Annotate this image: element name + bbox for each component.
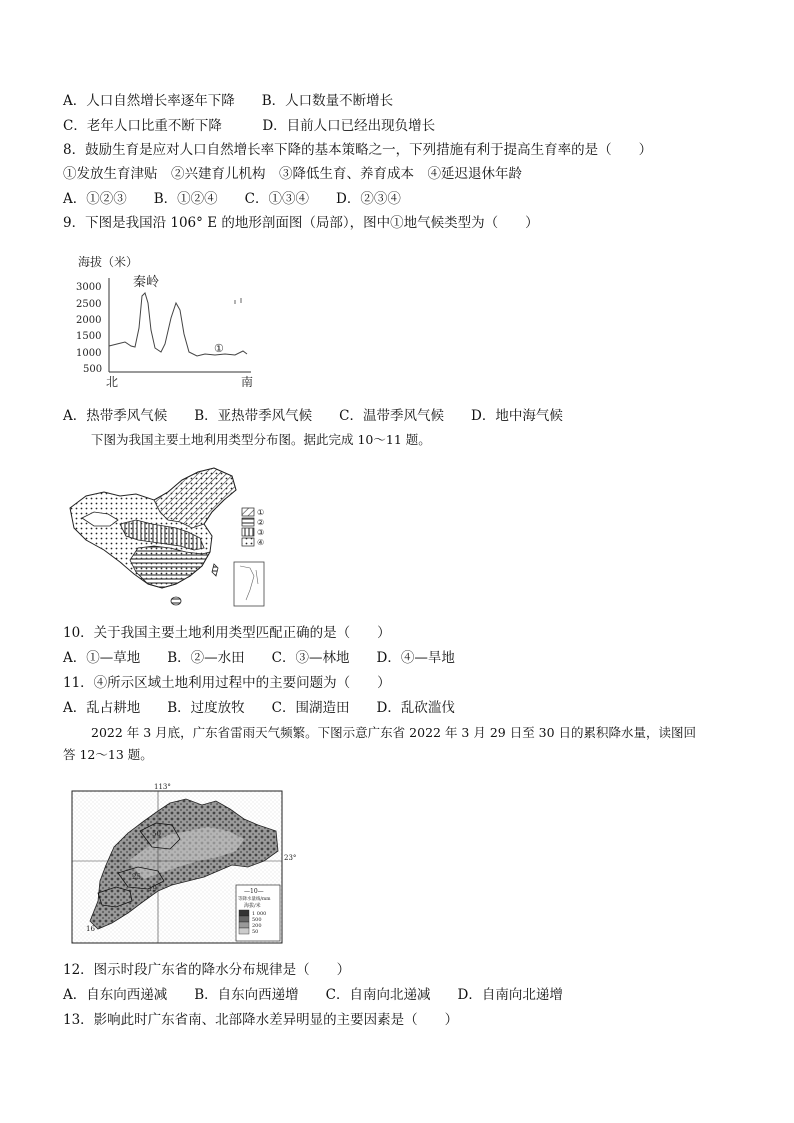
- china-land-use-map: [64, 466, 274, 612]
- legend-swatch-1: [242, 508, 254, 516]
- terrain-profile-figure: [75, 248, 255, 390]
- legend-label-4: ④: [257, 538, 265, 547]
- isohyet-50: 50: [152, 830, 161, 838]
- q8-options: A．①②③ B．①②④ C．①③④ D．②③④: [63, 191, 401, 207]
- south-label: 南: [241, 375, 254, 389]
- qinling-label: 秦岭: [133, 275, 160, 290]
- legend-label-2: ②: [257, 518, 265, 527]
- ytick-500: 500: [83, 364, 103, 375]
- q11-options: A．乱占耕地 B．过度放牧 C．围湖造田 D．乱砍滥伐: [63, 700, 455, 716]
- taiwan-island: [212, 564, 218, 576]
- point-1-label: ①: [214, 342, 224, 355]
- isohyet-16: 16: [86, 925, 95, 933]
- ytick-3000: 3000: [76, 282, 102, 293]
- south-china-sea-inset: [234, 562, 264, 606]
- terrain-profile-line: [109, 293, 247, 356]
- legend-swatch-2: [242, 518, 254, 526]
- ytick-2500: 2500: [76, 299, 102, 310]
- ytick-1000: 1000: [76, 348, 102, 359]
- guangdong-precipitation-map: [68, 781, 308, 947]
- isohyet-19: 19: [148, 885, 157, 893]
- ytick-2000: 2000: [76, 315, 102, 326]
- intro-10-11: 下图为我国主要土地利用类型分布图。据此完成 10～11 题。: [91, 432, 431, 447]
- q10-stem: 10．关于我国主要土地利用类型匹配正确的是（ ）: [63, 625, 391, 641]
- q11-stem: 11．④所示区域土地利用过程中的主要问题为（ ）: [63, 675, 391, 691]
- legend-swatch-4: [242, 538, 254, 546]
- legend-level-1000: 1 000: [252, 911, 267, 917]
- legend-level-500: 500: [252, 917, 262, 923]
- legend-label-1: ①: [257, 508, 265, 517]
- intro-12-13-line2: 答 12～13 题。: [63, 747, 153, 762]
- q9-stem: 9．下图是我国沿 106° E 的地形剖面图（局部），图中①地气候类型为（ ）: [63, 215, 539, 231]
- isohyet-25: 25: [132, 873, 141, 881]
- q8-measures: ①发放生育津贴 ②兴建育儿机构 ③降低生育、养育成本 ④延迟退休年龄: [63, 166, 522, 182]
- legend-swatch-3: [242, 528, 254, 536]
- north-label: 北: [106, 375, 119, 389]
- legend-level-200: 200: [252, 923, 262, 929]
- hainan-island: [171, 597, 181, 605]
- longitude-label: 113°: [154, 783, 171, 791]
- legend-isohyet-sample: —10—: [244, 888, 264, 895]
- q10-options: A．①—草地 B．②—水田 C．③—林地 D．④—旱地: [63, 650, 455, 666]
- intro-12-13-line1: 2022 年 3 月底，广东省雷雨天气频繁。下图示意广东省 2022 年 3 月 29 日至 30 日的累积降水量，读图回: [91, 725, 697, 740]
- legend-label-3: ③: [257, 528, 265, 537]
- q8-stem: 8．鼓励生育是应对人口自然增长率下降的基本策略之一，下列措施有利于提高生育率的是（ ）: [63, 142, 653, 158]
- ytick-1500: 1500: [76, 331, 102, 342]
- legend-level-50: 50: [252, 929, 259, 935]
- q7-options-cd: C．老年人口比重不断下降 D．目前人口已经出现负增长: [63, 118, 436, 134]
- legend-elev-label: 海拔/米: [244, 903, 261, 909]
- q12-options: A．自东向西递减 B．自东向西递增 C．自南向北递减 D．自南向北递增: [63, 987, 563, 1003]
- profile-ylabel: 海拔（米）: [78, 255, 139, 269]
- q12-stem: 12．图示时段广东省的降水分布规律是（ ）: [63, 962, 351, 978]
- q7-options-ab: A．人口自然增长率逐年下降 B．人口数量不断增长: [63, 93, 394, 109]
- latitude-label: 23°: [284, 854, 297, 862]
- q13-stem: 13．影响此时广东省南、北部降水差异明显的主要因素是（ ）: [63, 1012, 459, 1028]
- q9-options: A．热带季风气候 B．亚热带季风气候 C．温带季风气候 D．地中海气候: [63, 408, 563, 424]
- legend-isohyet-label: 等降水量线/mm: [238, 897, 271, 902]
